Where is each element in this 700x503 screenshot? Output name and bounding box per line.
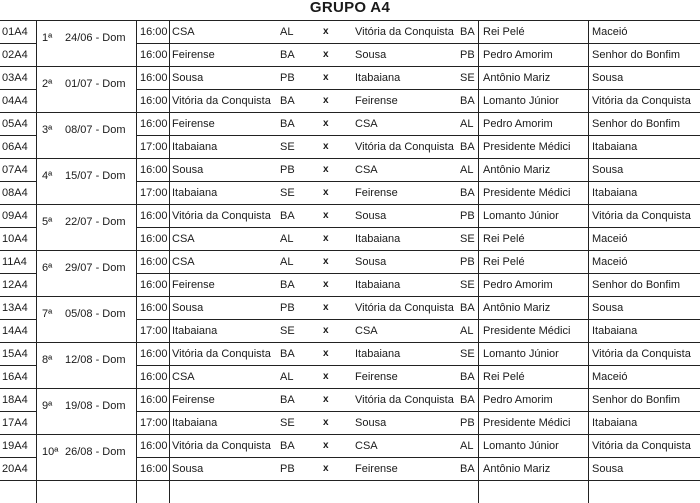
table-row <box>0 67 700 90</box>
round-number: 4ª <box>42 170 53 182</box>
home-team: Itabaiana <box>172 325 218 337</box>
game-time: 16:00 <box>140 256 168 268</box>
home-team: Feirense <box>172 49 215 61</box>
home-team: CSA <box>172 371 195 383</box>
game-time: 16:00 <box>140 233 168 245</box>
round-number: 6ª <box>42 262 53 274</box>
away-team: Itabaiana <box>355 348 401 360</box>
round-number: 10ª <box>42 446 59 458</box>
away-team: Feirense <box>355 463 398 475</box>
versus-mark: x <box>323 164 329 175</box>
away-state: SE <box>460 72 475 84</box>
home-state: BA <box>280 210 295 222</box>
away-state: AL <box>460 164 474 176</box>
city: Sousa <box>592 302 624 314</box>
game-time: 16:00 <box>140 302 168 314</box>
round-number: 5ª <box>42 216 53 228</box>
home-state: BA <box>280 440 295 452</box>
away-team: Feirense <box>355 95 398 107</box>
stadium: Presidente Médici <box>483 187 571 199</box>
away-state: BA <box>460 302 475 314</box>
home-team: Itabaiana <box>172 141 218 153</box>
round-date: 22/07 - Dom <box>65 216 126 228</box>
game-time: 16:00 <box>140 95 168 107</box>
away-team: CSA <box>355 118 378 130</box>
round-number: 3ª <box>42 124 53 136</box>
game-id: 04A4 <box>2 95 28 107</box>
game-id: 15A4 <box>2 348 28 360</box>
city: Sousa <box>592 463 624 475</box>
home-state: PB <box>280 463 295 475</box>
table-row <box>0 21 700 44</box>
schedule-table <box>0 20 700 503</box>
home-state: SE <box>280 141 295 153</box>
away-state: PB <box>460 210 475 222</box>
away-team: Feirense <box>355 371 398 383</box>
table-row <box>0 389 700 412</box>
city: Senhor do Bonfim <box>592 118 681 130</box>
home-state: BA <box>280 49 295 61</box>
game-id: 16A4 <box>2 371 28 383</box>
game-id: 13A4 <box>2 302 28 314</box>
game-time: 16:00 <box>140 371 168 383</box>
game-time: 16:00 <box>140 210 168 222</box>
away-team: CSA <box>355 325 378 337</box>
home-team: CSA <box>172 26 195 38</box>
home-team: Itabaiana <box>172 187 218 199</box>
stadium: Pedro Amorim <box>483 118 553 130</box>
game-id: 19A4 <box>2 440 28 452</box>
home-state: AL <box>280 371 294 383</box>
away-team: Itabaiana <box>355 233 401 245</box>
home-state: BA <box>280 95 295 107</box>
stadium: Rei Pelé <box>483 233 525 245</box>
city: Senhor do Bonfim <box>592 279 681 291</box>
stadium: Antônio Mariz <box>483 302 551 314</box>
city: Vitória da Conquista <box>592 348 691 360</box>
away-team: CSA <box>355 440 378 452</box>
versus-mark: x <box>323 279 329 290</box>
game-id: 12A4 <box>2 279 28 291</box>
away-team: Vitória da Conquista <box>355 26 454 38</box>
game-id: 14A4 <box>2 325 28 337</box>
away-state: AL <box>460 118 474 130</box>
stadium: Lomanto Júnior <box>483 95 559 107</box>
table-row <box>0 228 700 251</box>
game-id: 01A4 <box>2 26 28 38</box>
round-number: 1ª <box>42 32 53 44</box>
table-row <box>0 251 700 274</box>
city: Itabaiana <box>592 141 638 153</box>
game-id: 11A4 <box>2 256 27 268</box>
game-time: 16:00 <box>140 49 168 61</box>
game-time: 16:00 <box>140 72 168 84</box>
home-team: Sousa <box>172 463 204 475</box>
game-id: 20A4 <box>2 463 28 475</box>
away-state: SE <box>460 279 475 291</box>
away-state: BA <box>460 394 475 406</box>
home-state: SE <box>280 417 295 429</box>
home-team: Vitória da Conquista <box>172 95 271 107</box>
round-date: 19/08 - Dom <box>65 400 126 412</box>
versus-mark: x <box>323 440 329 451</box>
stadium: Rei Pelé <box>483 26 525 38</box>
page-title: GRUPO A4 <box>309 0 391 16</box>
table-row <box>0 412 700 435</box>
table-row <box>0 90 700 113</box>
game-time: 17:00 <box>140 325 168 337</box>
away-state: BA <box>460 371 475 383</box>
versus-mark: x <box>323 187 329 198</box>
city: Itabaiana <box>592 417 638 429</box>
versus-mark: x <box>323 256 329 267</box>
home-state: BA <box>280 118 295 130</box>
round-number: 7ª <box>42 308 53 320</box>
game-id: 06A4 <box>2 141 28 153</box>
home-state: SE <box>280 187 295 199</box>
city: Vitória da Conquista <box>592 210 691 222</box>
table-row <box>0 44 700 67</box>
round-number: 9ª <box>42 400 53 412</box>
game-id: 02A4 <box>2 49 28 61</box>
stadium: Pedro Amorim <box>483 49 553 61</box>
home-team: Sousa <box>172 72 204 84</box>
versus-mark: x <box>323 141 329 152</box>
game-id: 17A4 <box>2 417 28 429</box>
home-team: Vitória da Conquista <box>172 348 271 360</box>
city: Maceió <box>592 233 628 245</box>
home-state: AL <box>280 233 294 245</box>
table-row <box>0 182 700 205</box>
city: Sousa <box>592 164 624 176</box>
city: Itabaiana <box>592 325 638 337</box>
away-state: SE <box>460 233 475 245</box>
versus-mark: x <box>323 463 329 474</box>
home-state: BA <box>280 348 295 360</box>
home-state: SE <box>280 325 295 337</box>
round-date: 24/06 - Dom <box>65 32 126 44</box>
stadium: Presidente Médici <box>483 141 571 153</box>
game-time: 16:00 <box>140 279 168 291</box>
versus-mark: x <box>323 26 329 37</box>
away-state: BA <box>460 187 475 199</box>
away-state: BA <box>460 141 475 153</box>
game-time: 16:00 <box>140 463 168 475</box>
versus-mark: x <box>323 233 329 244</box>
round-number: 2ª <box>42 78 53 90</box>
away-team: Itabaiana <box>355 72 401 84</box>
stadium: Rei Pelé <box>483 371 525 383</box>
stadium: Pedro Amorim <box>483 394 553 406</box>
game-id: 18A4 <box>2 394 28 406</box>
game-id: 05A4 <box>2 118 28 130</box>
table-row <box>0 136 700 159</box>
city: Sousa <box>592 72 624 84</box>
round-date: 08/07 - Dom <box>65 124 126 136</box>
game-id: 09A4 <box>2 210 28 222</box>
away-state: AL <box>460 440 474 452</box>
stadium: Lomanto Júnior <box>483 210 559 222</box>
versus-mark: x <box>323 417 329 428</box>
city: Maceió <box>592 256 628 268</box>
away-state: BA <box>460 26 475 38</box>
table-row <box>0 297 700 320</box>
home-state: BA <box>280 279 295 291</box>
round-date: 05/08 - Dom <box>65 308 126 320</box>
city: Maceió <box>592 371 628 383</box>
away-state: PB <box>460 417 475 429</box>
away-team: Sousa <box>355 256 387 268</box>
versus-mark: x <box>323 49 329 60</box>
away-state: AL <box>460 325 474 337</box>
home-team: Vitória da Conquista <box>172 440 271 452</box>
home-team: Feirense <box>172 279 215 291</box>
away-state: PB <box>460 256 475 268</box>
stadium: Antônio Mariz <box>483 72 551 84</box>
city: Vitória da Conquista <box>592 440 691 452</box>
stadium: Presidente Médici <box>483 417 571 429</box>
away-team: CSA <box>355 164 378 176</box>
home-state: PB <box>280 164 295 176</box>
stadium: Pedro Amorim <box>483 279 553 291</box>
home-state: AL <box>280 256 294 268</box>
table-row <box>0 435 700 458</box>
game-id: 08A4 <box>2 187 28 199</box>
away-team: Feirense <box>355 187 398 199</box>
home-team: CSA <box>172 256 195 268</box>
versus-mark: x <box>323 210 329 221</box>
home-team: CSA <box>172 233 195 245</box>
versus-mark: x <box>323 302 329 313</box>
versus-mark: x <box>323 325 329 336</box>
home-team: Itabaiana <box>172 417 218 429</box>
game-id: 10A4 <box>2 233 28 245</box>
round-date: 01/07 - Dom <box>65 78 126 90</box>
city: Senhor do Bonfim <box>592 49 681 61</box>
stadium: Presidente Médici <box>483 325 571 337</box>
home-team: Vitória da Conquista <box>172 210 271 222</box>
round-date: 12/08 - Dom <box>65 354 126 366</box>
round-date: 15/07 - Dom <box>65 170 126 182</box>
away-team: Sousa <box>355 417 387 429</box>
game-id: 03A4 <box>2 72 28 84</box>
city: Itabaiana <box>592 187 638 199</box>
table-row <box>0 205 700 228</box>
city: Senhor do Bonfim <box>592 394 681 406</box>
round-date: 29/07 - Dom <box>65 262 126 274</box>
game-time: 16:00 <box>140 164 168 176</box>
table-row <box>0 113 700 136</box>
away-team: Vitória da Conquista <box>355 141 454 153</box>
game-id: 07A4 <box>2 164 28 176</box>
stadium: Antônio Mariz <box>483 463 551 475</box>
table-row <box>0 343 700 366</box>
away-team: Vitória da Conquista <box>355 394 454 406</box>
stadium: Antônio Mariz <box>483 164 551 176</box>
versus-mark: x <box>323 394 329 405</box>
versus-mark: x <box>323 72 329 83</box>
versus-mark: x <box>323 371 329 382</box>
table-row <box>0 458 700 481</box>
game-time: 17:00 <box>140 417 168 429</box>
round-number: 8ª <box>42 354 53 366</box>
home-state: AL <box>280 26 294 38</box>
away-state: SE <box>460 348 475 360</box>
table-row <box>0 366 700 389</box>
away-team: Vitória da Conquista <box>355 302 454 314</box>
game-time: 16:00 <box>140 26 168 38</box>
away-state: PB <box>460 49 475 61</box>
home-state: BA <box>280 394 295 406</box>
city: Maceió <box>592 26 628 38</box>
stadium: Lomanto Júnior <box>483 440 559 452</box>
away-state: BA <box>460 463 475 475</box>
game-time: 16:00 <box>140 348 168 360</box>
home-state: PB <box>280 302 295 314</box>
table-row <box>0 320 700 343</box>
game-time: 17:00 <box>140 141 168 153</box>
away-state: BA <box>460 95 475 107</box>
round-date: 26/08 - Dom <box>65 446 126 458</box>
game-time: 16:00 <box>140 440 168 452</box>
away-team: Sousa <box>355 49 387 61</box>
game-time: 17:00 <box>140 187 168 199</box>
home-team: Feirense <box>172 394 215 406</box>
home-team: Sousa <box>172 164 204 176</box>
stadium: Lomanto Júnior <box>483 348 559 360</box>
home-state: PB <box>280 72 295 84</box>
game-time: 16:00 <box>140 394 168 406</box>
versus-mark: x <box>323 95 329 106</box>
table-row <box>0 159 700 182</box>
versus-mark: x <box>323 348 329 359</box>
stadium: Rei Pelé <box>483 256 525 268</box>
game-time: 16:00 <box>140 118 168 130</box>
city: Vitória da Conquista <box>592 95 691 107</box>
home-team: Feirense <box>172 118 215 130</box>
home-team: Sousa <box>172 302 204 314</box>
away-team: Sousa <box>355 210 387 222</box>
row-divider <box>0 480 700 481</box>
away-team: Itabaiana <box>355 279 401 291</box>
versus-mark: x <box>323 118 329 129</box>
table-row <box>0 274 700 297</box>
